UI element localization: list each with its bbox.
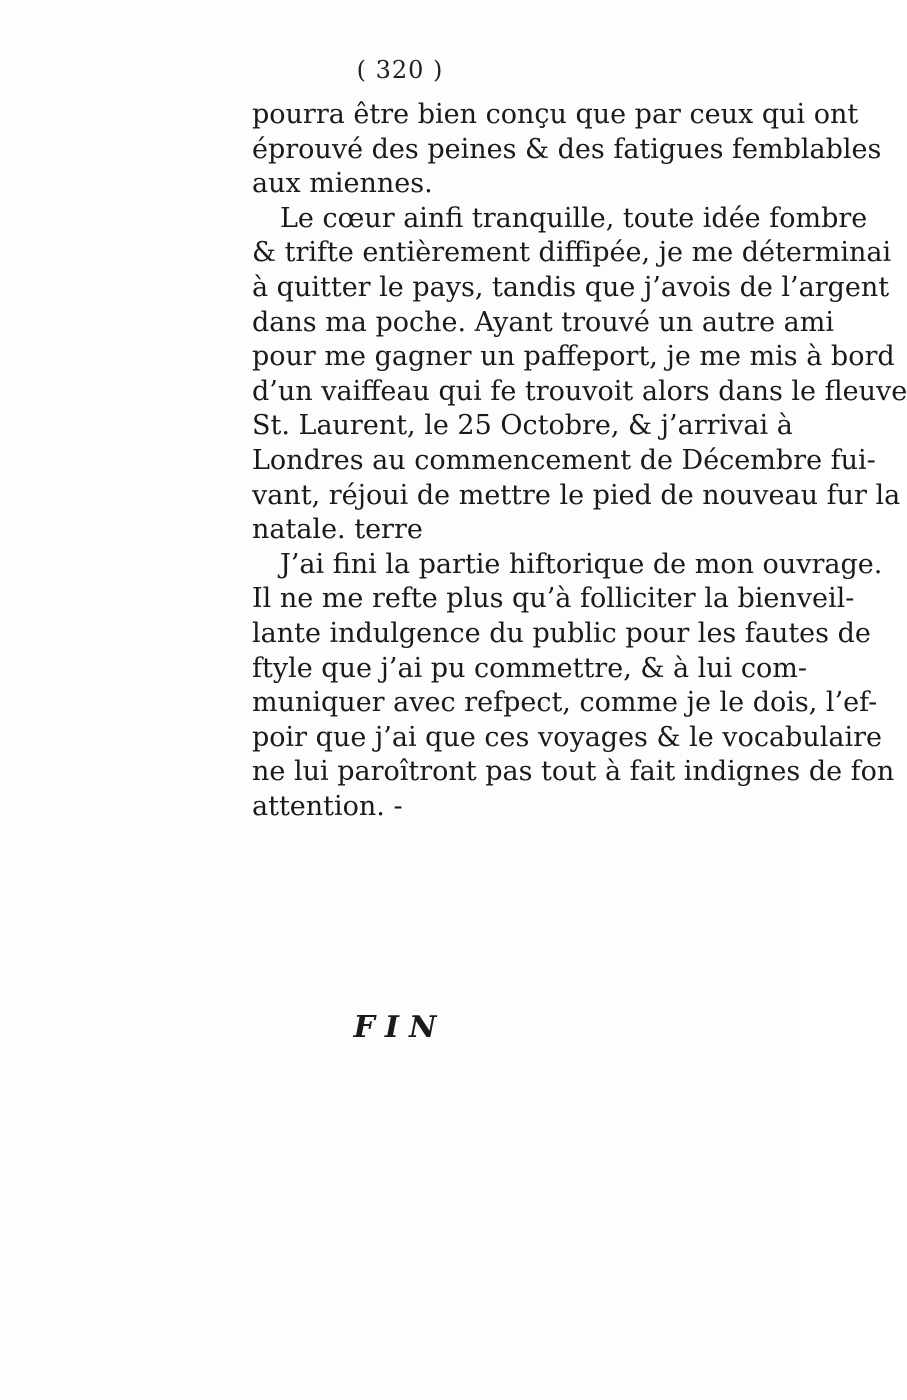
fin-heading: FIN [353,1010,447,1045]
text-line: Londres au commencement de Décembre fui- [252,444,876,476]
body-text [252,98,907,824]
text-line: lante indulgence du public pour les fautes de [252,617,871,649]
text-line: à quitter le pays, tandis que j’avois de l’argent [252,271,890,303]
text-line: Il ne me refte plus qu’à folliciter la bienveil- [252,583,855,615]
text-line: ftyle que j’ai pu commettre, & à lui com- [252,652,808,684]
text-line: aux miennes. [252,168,433,200]
text-line: poir que j’ai que ces voyages & le vocabulaire [252,721,882,753]
text-line: éprouvé des peines & des fatigues femblables [252,133,882,165]
text-line: pourra être bien conçu que par ceux qui ont [252,99,859,130]
text-line: dans ma poche. Ayant trouvé un autre ami [252,306,834,338]
page-number: ( 320 ) [356,56,444,84]
text-line: pour me gagner un paffeport, je me mis à bord [252,341,895,373]
text-line: natale. terre [252,514,423,546]
text-line: attention. - [252,790,403,822]
text-line: ne lui paroîtront pas tout à fait indignes de fon [252,756,895,788]
text-line: vant, réjoui de mettre le pied de nouveau fur la [252,479,901,511]
text-line: muniquer avec refpect, comme je le dois, l’ef- [252,687,878,719]
text-line: Le cœur ainfi tranquille, toute idée fombre [280,202,868,234]
text-line: & trifte entièrement diffipée, je me déterminai [252,237,892,269]
text-line: St. Laurent, le 25 Octobre, & j’arrivai à [252,410,793,442]
text-line: d’un vaiffeau qui fe trouvoit alors dans le fleuve [252,375,907,407]
text-line: J’ai fini la partie hiftorique de mon ouvrage. [280,548,883,580]
